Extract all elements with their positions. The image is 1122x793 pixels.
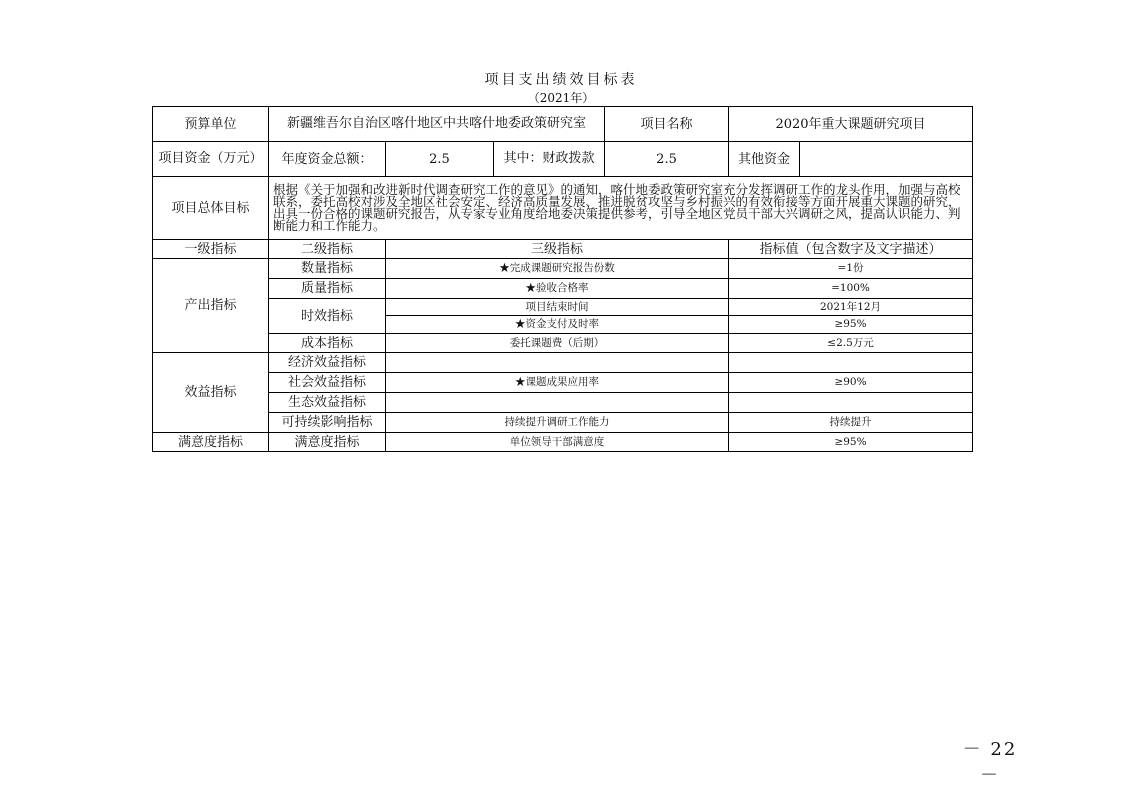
overall-goal-text: 根据《关于加强和改进新时代调查研究工作的意见》的通知，喀什地委政策研究室充分发挥调研工作的龙头作用，加强与高校联系，委托高校对涉及全地区社会安定、经济高质量发展、推进脱贫攻坚与乡村振兴的有效衔接等方面开展重大课题的研究，出具一份合格的课题研究报告，从专家专业角度给地委决策提供参考，引导全地区党员干部大兴调研之风，提高认识能力、判断能力和工作能力。 — [269, 177, 973, 240]
social-benefit-value: ≥90% — [729, 373, 973, 393]
payment-timeliness-item: ★资金支付及时率 — [386, 316, 729, 334]
table-row — [153, 393, 973, 413]
fiscal-label: 其中：财政拨款 — [494, 142, 605, 177]
budget-unit-label: 预算单位 — [153, 107, 269, 142]
table-row — [153, 353, 973, 373]
quality-indicator-label: 质量指标 — [269, 279, 386, 299]
table-row — [153, 259, 973, 279]
quality-indicator-item: ★验收合格率 — [386, 279, 729, 299]
output-indicator-label: 产出指标 — [153, 259, 269, 353]
economic-benefit-label: 经济效益指标 — [269, 353, 386, 373]
table-row — [153, 299, 973, 316]
time-indicator-label: 时效指标 — [269, 299, 386, 334]
annual-total-value: 2.5 — [386, 142, 494, 177]
table-row — [153, 142, 973, 177]
quantity-indicator-label: 数量指标 — [269, 259, 386, 279]
fiscal-value: 2.5 — [605, 142, 729, 177]
time-indicator-item: 项目结束时间 — [386, 299, 729, 316]
table-row — [153, 177, 973, 240]
annual-total-label: 年度资金总额： — [269, 142, 386, 177]
sustainability-label: 可持续影响指标 — [269, 413, 386, 433]
satisfaction-value: ≥95% — [729, 433, 973, 452]
satisfaction-sub-label: 满意度指标 — [269, 433, 386, 452]
quantity-indicator-value: =1份 — [729, 259, 973, 279]
document-title: 项目支出绩效目标表 — [484, 72, 638, 88]
satisfaction-indicator-label: 满意度指标 — [153, 433, 269, 452]
ecological-benefit-value — [729, 393, 973, 413]
table-row — [153, 107, 973, 142]
table-row — [153, 373, 973, 393]
economic-benefit-value — [729, 353, 973, 373]
header-value: 指标值（包含数字及文字描述） — [729, 240, 973, 259]
cost-indicator-item: 委托课题费（后期） — [386, 334, 729, 353]
social-benefit-label: 社会效益指标 — [269, 373, 386, 393]
performance-goal-table — [152, 106, 973, 452]
funds-label: 项目资金（万元） — [153, 142, 269, 177]
economic-benefit-item — [386, 353, 729, 373]
other-funds-label: 其他资金 — [729, 142, 800, 177]
header-level3: 三级指标 — [386, 240, 729, 259]
overall-goal-label: 项目总体目标 — [153, 177, 269, 240]
table-row — [153, 240, 973, 259]
table-row — [153, 279, 973, 299]
page-number: － 22 － — [962, 739, 1018, 786]
budget-unit-value: 新疆维吾尔自治区喀什地区中共喀什地委政策研究室 — [269, 107, 605, 142]
project-name-value: 2020年重大课题研究项目 — [729, 107, 973, 142]
sustainability-item: 持续提升调研工作能力 — [386, 413, 729, 433]
table-row — [153, 413, 973, 433]
benefit-indicator-label: 效益指标 — [153, 353, 269, 433]
ecological-benefit-item — [386, 393, 729, 413]
table-row — [153, 334, 973, 353]
cost-indicator-value: ≤2.5万元 — [729, 334, 973, 353]
satisfaction-item: 单位领导干部满意度 — [386, 433, 729, 452]
document-year: （2021年） — [527, 91, 595, 105]
project-name-label: 项目名称 — [605, 107, 729, 142]
header-level1: 一级指标 — [153, 240, 269, 259]
header-level2: 二级指标 — [269, 240, 386, 259]
quantity-indicator-item: ★完成课题研究报告份数 — [386, 259, 729, 279]
ecological-benefit-label: 生态效益指标 — [269, 393, 386, 413]
other-funds-value — [800, 142, 973, 177]
sustainability-value: 持续提升 — [729, 413, 973, 433]
cost-indicator-label: 成本指标 — [269, 334, 386, 353]
social-benefit-item: ★课题成果应用率 — [386, 373, 729, 393]
time-indicator-value: 2021年12月 — [729, 299, 973, 316]
payment-timeliness-value: ≥95% — [729, 316, 973, 334]
quality-indicator-value: =100% — [729, 279, 973, 299]
table-row — [153, 433, 973, 452]
